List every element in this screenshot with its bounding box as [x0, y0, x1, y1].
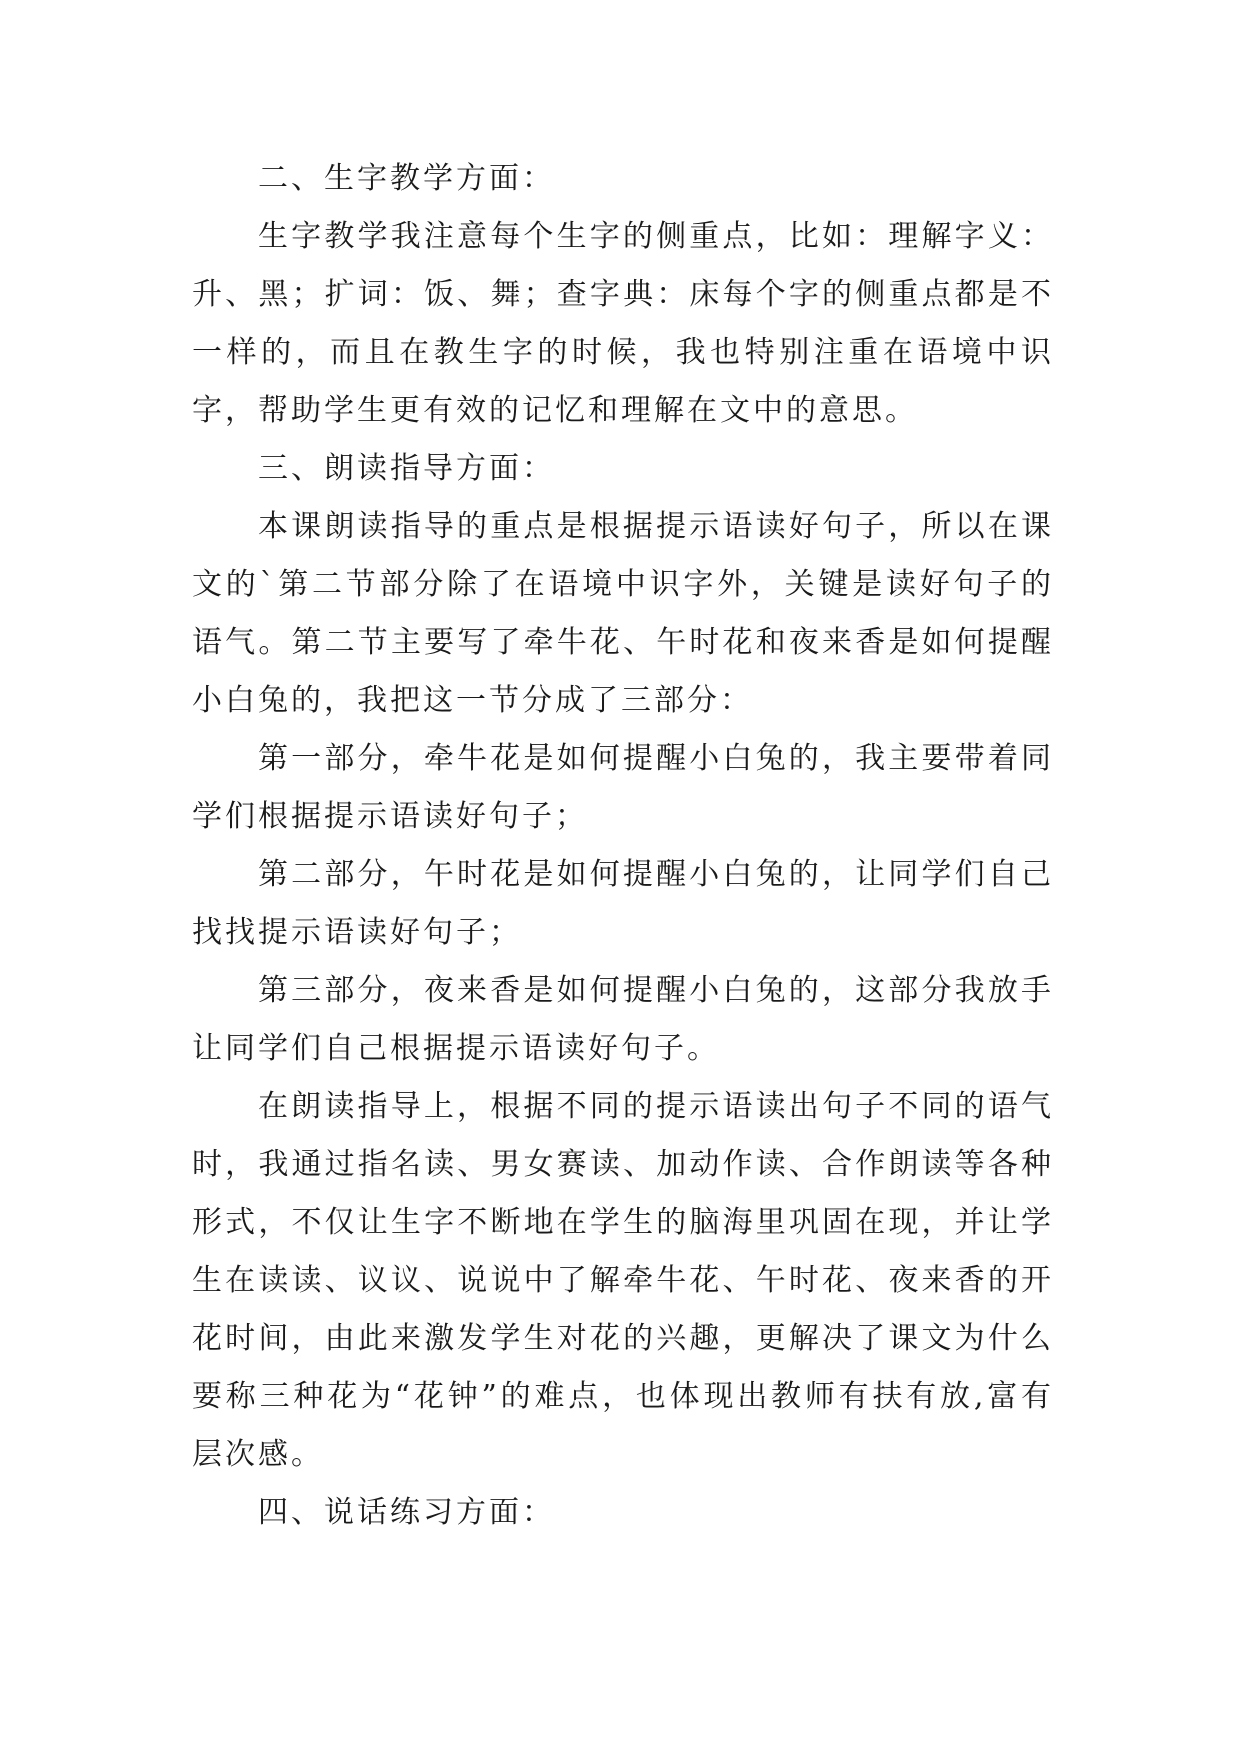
- paragraph-character-teaching: 生字教学我注意每个生字的侧重点，比如：理解字义：升、黑；扩词：饭、舞；查字典：床每个字的侧重点都是不一样的，而且在教生字的时候，我也特别注重在语境中识字，帮助学生更有效的记忆和理解在文中的意思。: [192, 219, 1054, 428]
- paragraph-part-one: 第一部分，牵牛花是如何提醒小白兔的，我主要带着同学们根据提示语读好句子；: [192, 741, 1054, 834]
- section-heading-reading-guidance: 三、朗读指导方面：: [258, 451, 555, 486]
- section-heading-speaking-practice: 四、说话练习方面：: [258, 1495, 555, 1530]
- section-heading-character-teaching: 二、生字教学方面：: [258, 161, 555, 196]
- paragraph-part-two: 第二部分，午时花是如何提醒小白兔的，让同学们自己找找提示语读好句子；: [192, 857, 1054, 950]
- paragraph-reading-focus: 本课朗读指导的重点是根据提示语读好句子，所以在课文的`第二节部分除了在语境中识字外，关键是读好句子的语气。第二节主要写了牵牛花、午时花和夜来香是如何提醒小白兔的，我把这一节分成了三部分：: [192, 509, 1054, 718]
- paragraph-reading-methods: 在朗读指导上，根据不同的提示语读出句子不同的语气时，我通过指名读、男女赛读、加动作读、合作朗读等各种形式，不仅让生字不断地在学生的脑海里巩固在现，并让学生在读读、议议、说说中了解牵牛花、午时花、夜来香的开花时间，由此来激发学生对花的兴趣，更解决了课文为什么要称三种花为“花钟”的难点，也体现出教师有扶有放,富有层次感。: [192, 1089, 1054, 1472]
- document-page: [192, 150, 1054, 1542]
- paragraph-part-three: 第三部分，夜来香是如何提醒小白兔的，这部分我放手让同学们自己根据提示语读好句子。: [192, 973, 1054, 1066]
